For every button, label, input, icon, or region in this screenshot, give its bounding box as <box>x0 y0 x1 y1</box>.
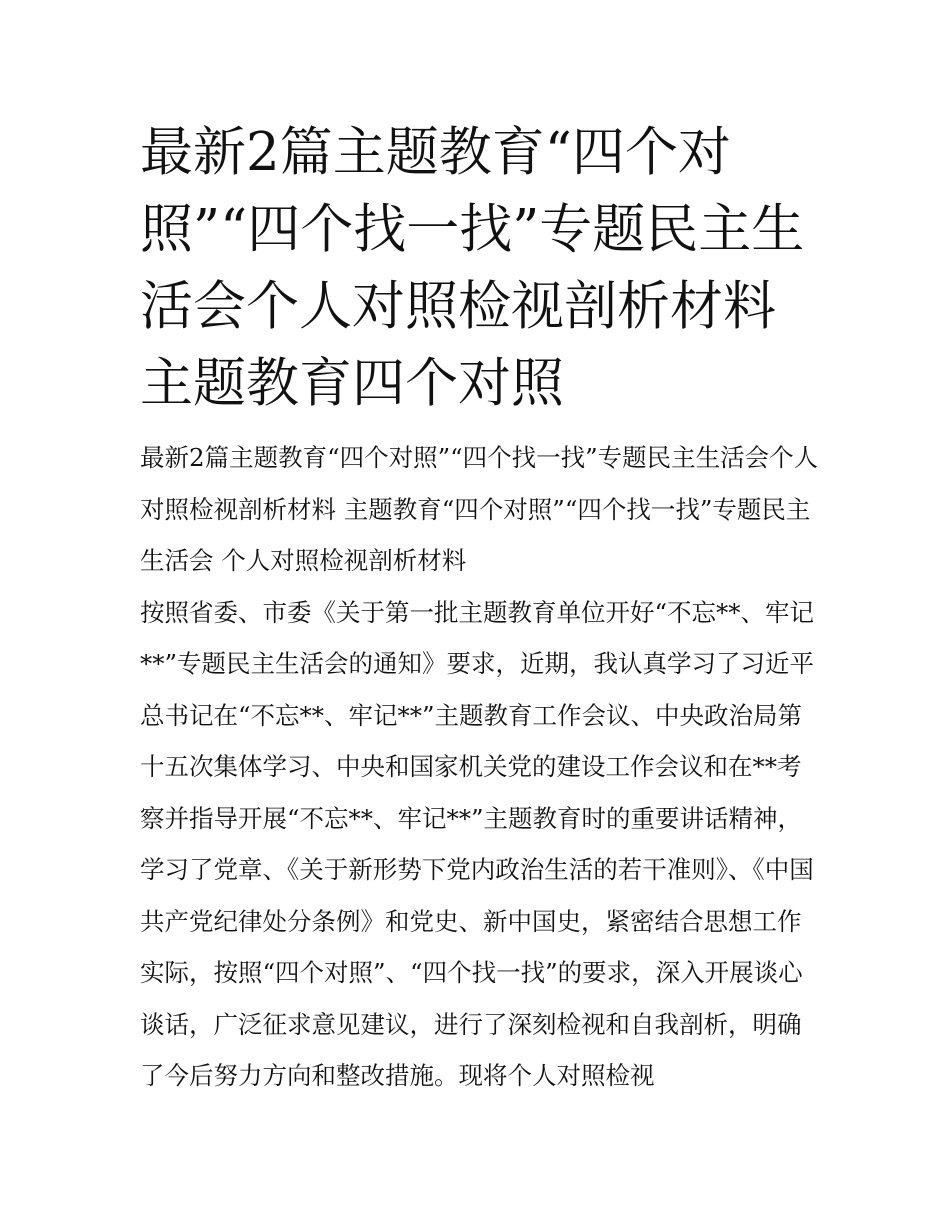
document-title: 最新2篇主题教育“四个对照”“四个找一找”专题民主生活会个人对照检视剖析材料 主题教育四个对照 <box>140 122 805 414</box>
subtitle-paragraph: 最新2篇主题教育“四个对照”“四个找一找”专题民主生活会个人对照检视剖析材料 主题教育“四个对照”“四个找一找”专题民主生活会 个人对照检视剖析材料 <box>140 443 819 575</box>
document-body <box>140 432 820 1102</box>
body-paragraph: 按照省委、市委《关于第一批主题教育单位开好“不忘**、牢记**”专题民主生活会的通知》要求，近期，我认真学习了习近平总书记在“不忘**、牢记**”主题教育工作会议、中央政治局第十五次集体学习、中央和国家机关党的建设工作会议和在**考察并指导开展“不忘**、牢记**”主题教育时的重要讲话精神，学习了党章、《关于新形势下党内政治生活的若干准则》、《中国共产党纪律处分条例》和党史、新中国史，紧密结合思想工作实际，按照“四个对照”、“四个找一找”的要求，深入开展谈心谈话，广泛征求意见建议，进行了深刻检视和自我剖析，明确了今后努力方向和整改措施。现将个人对照检视 <box>140 597 815 1090</box>
